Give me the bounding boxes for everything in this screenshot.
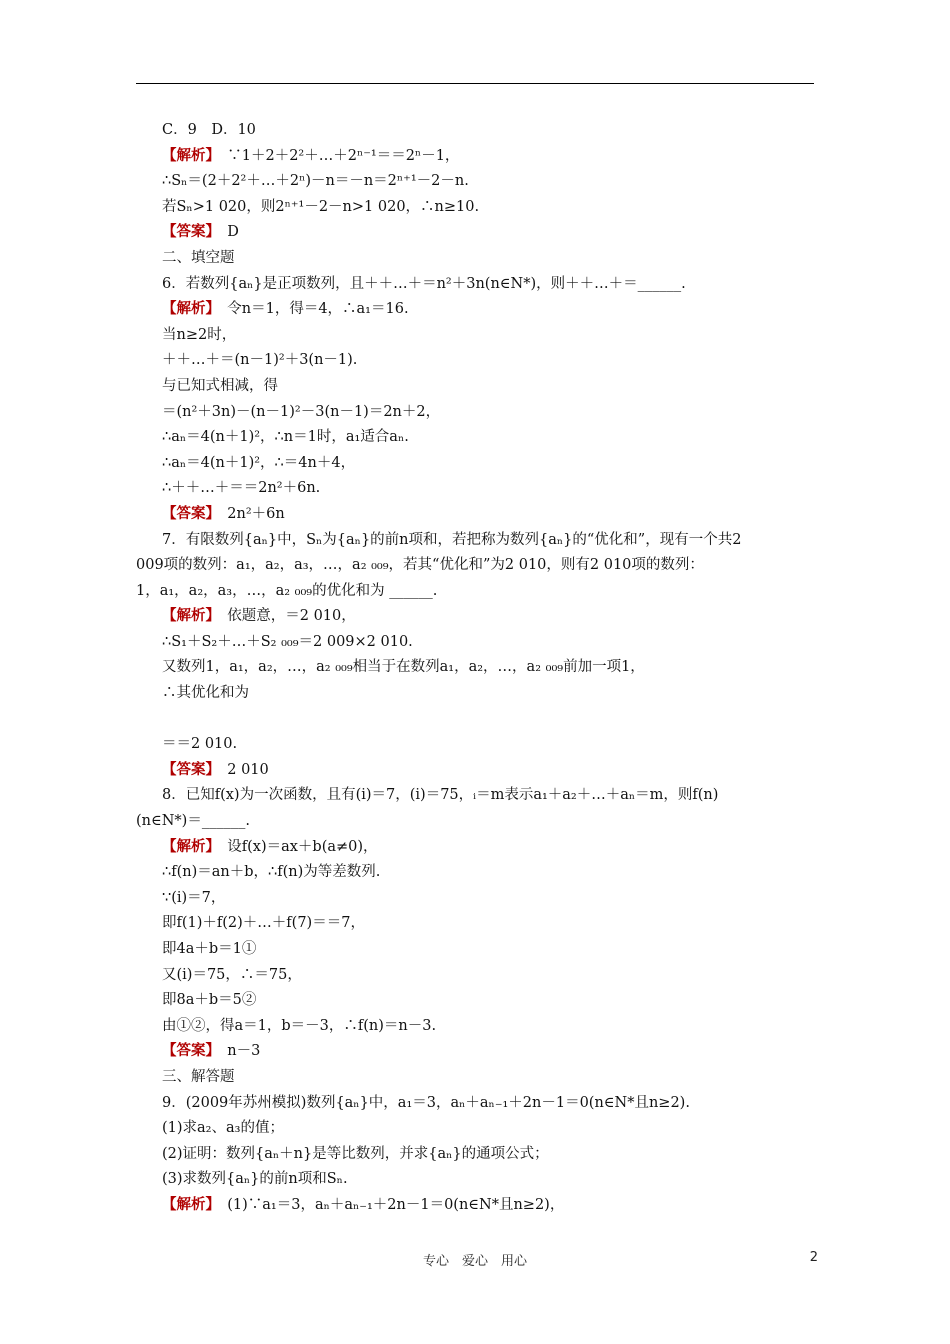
page-footer (0, 1250, 950, 1270)
line-text: 1，a₁，a₂，a₃，…，a₂ ₀₀₉的优化和为 ______. (136, 582, 438, 599)
text-line (162, 732, 822, 758)
line-text: 即f(1)＋f(2)＋…＋f(7)＝＝7， (162, 915, 365, 932)
text-line (162, 681, 822, 707)
line-text: 又(i)＝75，∴＝75， (162, 966, 302, 983)
line-text: ∵(i)＝7， (162, 889, 226, 906)
line-text: ∴aₙ＝4(n＋1)²，∴n＝1时，a₁适合aₙ. (162, 429, 409, 446)
text-line (162, 1142, 822, 1168)
line-text: D (212, 224, 239, 241)
line-text: ∴S₁＋S₂＋…＋S₂ ₀₀₉＝2 009×2 010. (162, 633, 413, 650)
text-line (162, 937, 822, 963)
section-tag: 【答案】 (162, 505, 213, 522)
footer-motto: 专心 爱心 用心 (422, 1254, 527, 1269)
line-text: 6．若数列{aₙ}是正项数列，且＋＋…＋＝n²＋3n(n∈N*)，则＋＋…＋＝______. (162, 275, 686, 292)
text-line (162, 1014, 822, 1040)
section-tag: 【解析】 (162, 838, 213, 855)
text-line (162, 1116, 822, 1142)
line-text: 即8a＋b＝5② (162, 992, 257, 1009)
line-text: 二、填空题 (162, 249, 235, 266)
line-text: ＋＋…＋＝(n－1)²＋3(n－1). (162, 352, 358, 369)
text-line (162, 1091, 822, 1117)
header-rule (136, 83, 814, 84)
line-text: ＝＝2 010. (162, 736, 238, 753)
text-line (136, 579, 822, 605)
text-line (162, 758, 822, 784)
text-line (162, 195, 822, 221)
line-text: 即4a＋b＝1① (162, 941, 257, 957)
text-line (162, 476, 822, 502)
line-text: ∴Sₙ＝(2＋2²＋…＋2ⁿ)－n＝－n＝2ⁿ⁺¹－2－n. (162, 173, 469, 190)
text-line (162, 425, 822, 451)
text-line (136, 553, 822, 579)
text-line (162, 528, 822, 554)
line-text: 若Sₙ>1 020，则2ⁿ⁺¹－2－n>1 020，∴n≥10. (162, 198, 480, 215)
text-line (136, 809, 822, 835)
line-text: 令n＝1，得＝4，∴a₁＝16. (212, 301, 409, 318)
text-line (162, 911, 822, 937)
text-line (162, 374, 822, 400)
text-line (162, 1167, 822, 1193)
text-line (162, 988, 822, 1014)
line-text: 当n≥2时， (162, 326, 237, 343)
text-line (162, 502, 822, 528)
text-line (162, 297, 822, 323)
line-text: C．9 D．10 (162, 122, 256, 138)
section-tag: 【解析】 (162, 147, 213, 164)
text-line (162, 400, 822, 426)
line-text: 与已知式相减，得 (162, 377, 278, 394)
text-line (162, 323, 822, 349)
text-line (162, 963, 822, 989)
line-text: 009项的数列：a₁，a₂，a₃，…，a₂ ₀₀₉，若其“优化和”为2 010，则有2 010项的数列： (136, 557, 704, 574)
line-text: 2n²＋6n (212, 505, 285, 522)
line-text: (2)证明：数列{aₙ＋n}是等比数列，并求{aₙ}的通项公式； (162, 1145, 549, 1162)
section-tag: 【解析】 (162, 301, 213, 318)
text-line (162, 144, 822, 170)
line-text: 7．有限数列{aₙ}中，Sₙ为{aₙ}的前n项和，若把称为数列{aₙ}的“优化和”，现有一个共2 (162, 531, 742, 548)
text-line (162, 707, 822, 733)
section-tag: 【解析】 (162, 1196, 213, 1213)
line-text: 由①②，得a＝1，b＝－3，∴f(n)＝n－3. (162, 1017, 437, 1034)
line-text: ∴其优化和为 (162, 685, 249, 702)
line-text: 三、解答题 (162, 1068, 235, 1085)
line-text: 2 010 (212, 761, 269, 778)
section-tag: 【答案】 (162, 1043, 213, 1060)
line-text: ∴＋＋…＋＝＝2n²＋6n. (162, 480, 321, 497)
text-line (162, 451, 822, 477)
document-body (136, 118, 822, 1219)
text-line (162, 169, 822, 195)
section-tag: 【答案】 (162, 761, 213, 778)
text-line (162, 1039, 822, 1065)
section-tag: 【答案】 (162, 224, 213, 241)
text-line (162, 1193, 822, 1219)
line-text: 设f(x)＝ax＋b(a≠0)， (212, 838, 378, 855)
text-line (162, 783, 822, 809)
text-line (162, 604, 822, 630)
text-line (162, 348, 822, 374)
line-text: ∴f(n)＝an＋b，∴f(n)为等差数列. (162, 864, 381, 881)
line-text: (1)求a₂、a₃的值； (162, 1120, 284, 1137)
text-line (162, 860, 822, 886)
text-line (162, 246, 822, 272)
line-text: (1)∵a₁＝3，aₙ＋aₙ₋₁＋2n－1＝0(n∈N*且n≥2)， (212, 1196, 565, 1213)
line-text: 8．已知f(x)为一次函数，且有(i)＝7，(i)＝75，ᵢ＝m表示a₁＋a₂＋…＋aₙ＝m，则f(n) (162, 787, 719, 804)
line-text: (3)求数列{aₙ}的前n项和Sₙ. (162, 1171, 348, 1188)
text-line (162, 220, 822, 246)
line-text: 又数列1，a₁，a₂，…，a₂ ₀₀₉相当于在数列a₁，a₂，…，a₂ ₀₀₉前加一项1， (162, 659, 645, 676)
line-text: n－3 (212, 1043, 261, 1060)
page-number: 2 (809, 1250, 818, 1265)
text-line (162, 272, 822, 298)
section-tag: 【解析】 (162, 608, 213, 625)
text-line (162, 630, 822, 656)
line-text: ∵1＋2＋2²＋…＋2ⁿ⁻¹＝＝2ⁿ－1， (212, 147, 460, 164)
text-line (162, 886, 822, 912)
text-line (162, 1065, 822, 1091)
line-text: 9．(2009年苏州模拟)数列{aₙ}中，a₁＝3，aₙ＋aₙ₋₁＋2n－1＝0(n∈N*且n≥2). (162, 1094, 690, 1111)
line-text: ∴aₙ＝4(n＋1)²，∴＝4n＋4， (162, 454, 356, 471)
line-text: (n∈N*)＝______. (136, 813, 250, 830)
text-line (162, 118, 822, 144)
line-text: 依题意，＝2 010， (212, 608, 356, 625)
line-text: ＝(n²＋3n)－(n－1)²－3(n－1)＝2n＋2， (162, 403, 441, 420)
text-line (162, 655, 822, 681)
text-line (162, 835, 822, 861)
